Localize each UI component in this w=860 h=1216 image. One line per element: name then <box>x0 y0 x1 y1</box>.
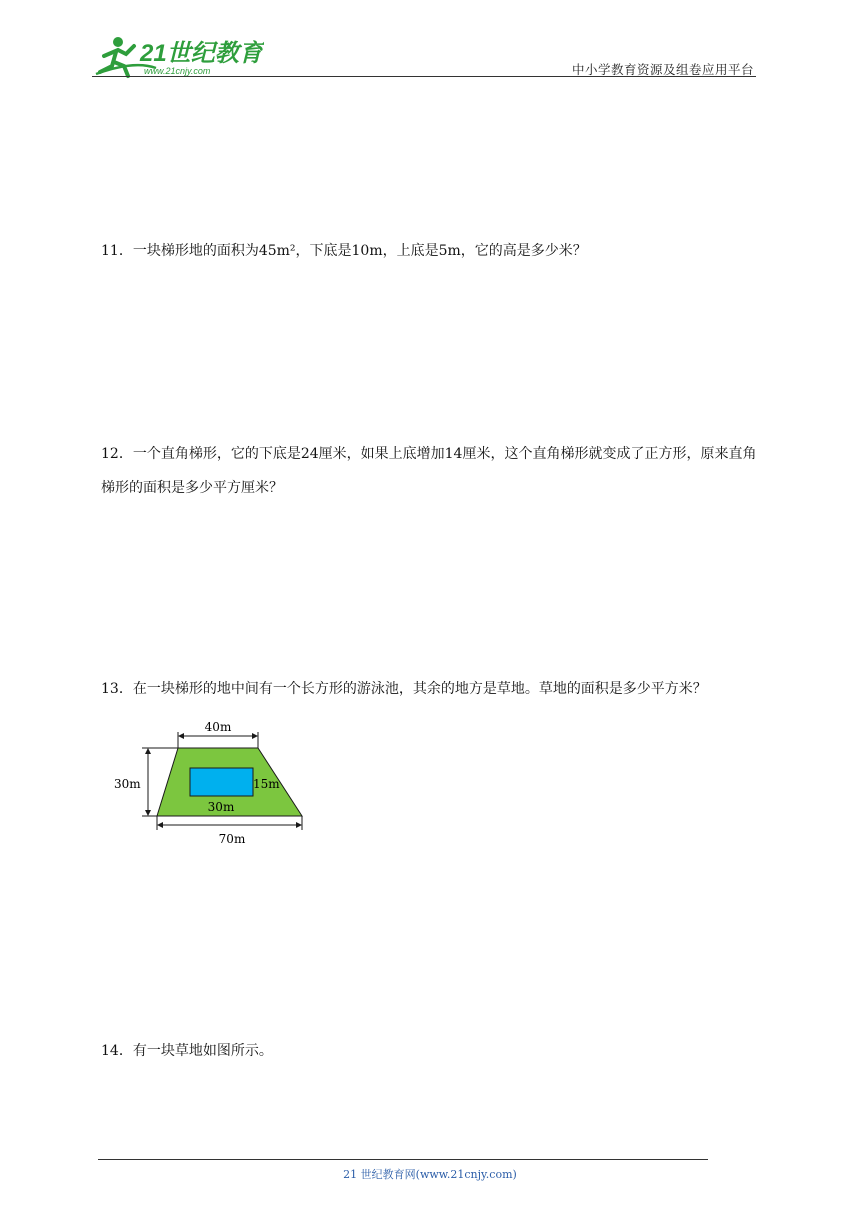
top-base-label: 40m <box>204 720 232 734</box>
svg-text:21世纪教育: 21世纪教育 <box>140 40 263 67</box>
header-divider <box>92 76 756 77</box>
site-logo <box>94 34 264 80</box>
header-tagline: 中小学教育资源及组卷应用平台 <box>571 62 754 77</box>
pool-height-label: 15m <box>253 777 280 791</box>
runner-logo-icon <box>94 34 264 80</box>
height-label: 30m <box>114 777 141 791</box>
pool-rectangle <box>190 768 253 796</box>
question-11: 11．一块梯形地的面积为45m²，下底是10m，上底是5m，它的高是多少米？ <box>101 243 587 259</box>
question-12: 12．一个直角梯形，它的下底是24厘米，如果上底增加14厘米，这个直角梯形就变成了正方形，原来直角梯形的面积是多少平方厘米？ <box>101 446 757 496</box>
bottom-base-label: 70m <box>218 832 246 846</box>
footer-text[interactable]: 21 世纪教育网(www.21cnjy.com) <box>343 1168 517 1181</box>
trapezoid-pool-figure <box>108 714 318 854</box>
svg-text:www.21cnjy.com: www.21cnjy.com <box>144 66 211 76</box>
footer-divider <box>98 1159 708 1160</box>
question-13: 13．在一块梯形的地中间有一个长方形的游泳池，其余的地方是草地。草地的面积是多少平方米？ <box>101 681 707 697</box>
pool-width-label: 30m <box>207 800 235 814</box>
question-14: 14．有一块草地如图所示。 <box>101 1043 273 1059</box>
